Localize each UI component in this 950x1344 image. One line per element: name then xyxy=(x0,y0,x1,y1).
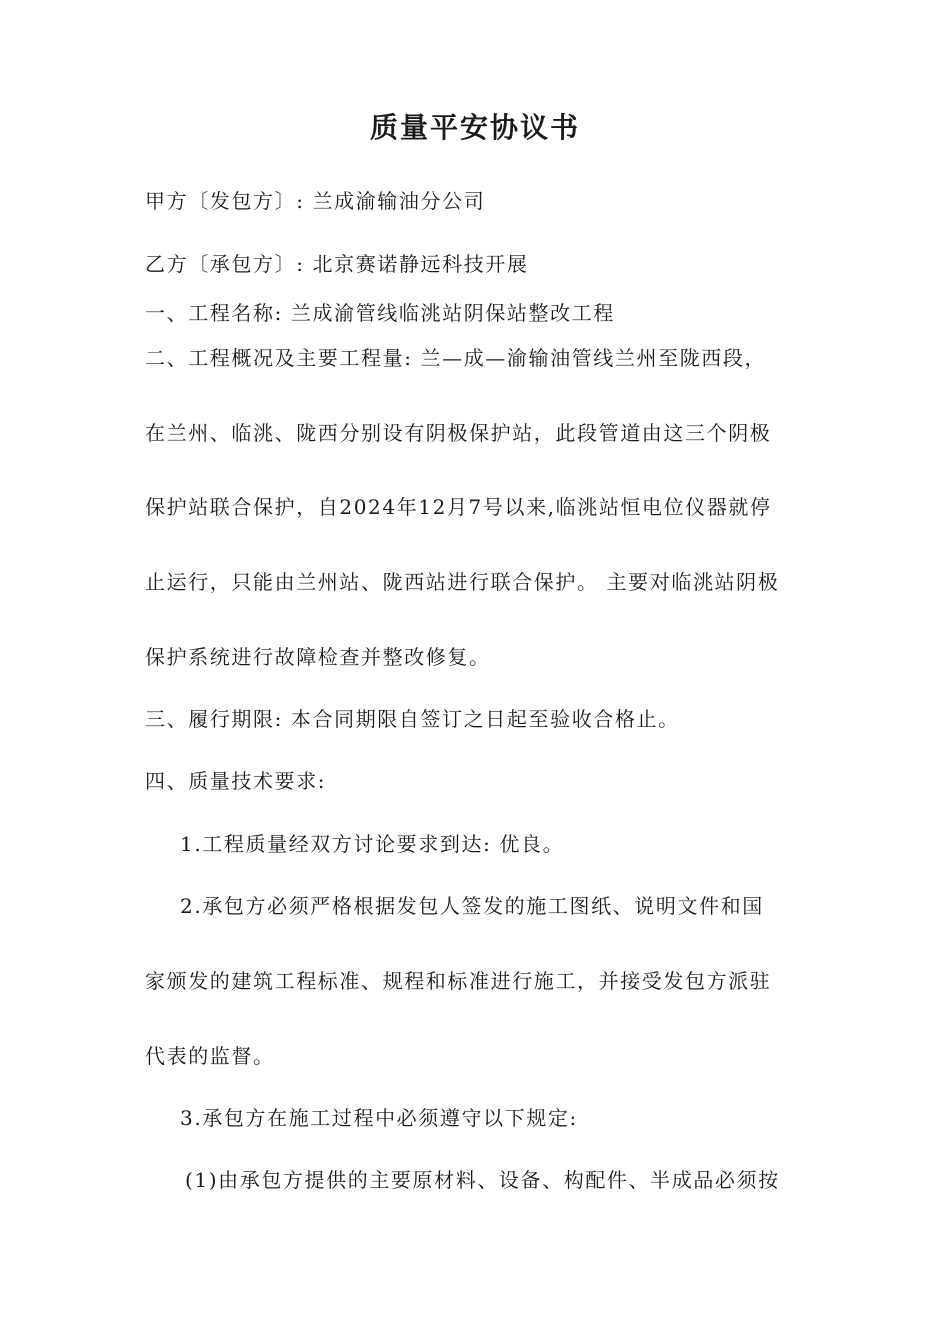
section-overview-line-3: 保护站联合保护，自2024年12月7号以来,临洮站恒电位仪器就停 xyxy=(145,495,772,519)
section-quality-heading: 四、质量技术要求: xyxy=(145,769,327,793)
quality-item-2-line-2: 家颁发的建筑工程标准、规程和标准进行施工，并接受发包方派驻 xyxy=(145,969,772,993)
section-overview-line-4: 止运行，只能由兰州站、陇西站进行联合保护。 主要对临洮站阴极 xyxy=(145,570,780,594)
section-project-name: 一、工程名称: 兰成渝管线临洮站阴保站整改工程 xyxy=(145,301,615,325)
section-overview-line-1: 二、工程概况及主要工程量: 兰—成—渝输油管线兰州至陇西段， xyxy=(145,346,767,370)
quality-item-2-line-1: 2.承包方必须严格根据发包人签发的施工图纸、说明文件和国 xyxy=(180,894,764,918)
section-overview-line-5: 保护系统进行故障检查并整改修复。 xyxy=(145,645,491,669)
section-overview-line-2: 在兰州、临洮、陇西分别设有阴极保护站，此段管道由这三个阴极 xyxy=(145,421,772,445)
party-a-line: 甲方〔发包方〕: 兰成渝输油分公司 xyxy=(145,189,486,213)
quality-item-3-sub-1: (1)由承包方提供的主要原材料、设备、构配件、半成品必须按 xyxy=(185,1168,780,1192)
quality-item-3: 3.承包方在施工过程中必须遵守以下规定: xyxy=(180,1106,578,1130)
quality-item-2-line-3: 代表的监督。 xyxy=(145,1044,275,1068)
quality-item-1: 1.工程质量经双方讨论要求到达: 优良。 xyxy=(180,832,565,856)
document-title: 质量平安协议书 xyxy=(369,111,580,144)
party-b-line: 乙方〔承包方〕: 北京赛诺静远科技开展 xyxy=(145,252,529,276)
section-term: 三、履行期限: 本合同期限自签订之日起至验收合格止。 xyxy=(145,707,680,731)
